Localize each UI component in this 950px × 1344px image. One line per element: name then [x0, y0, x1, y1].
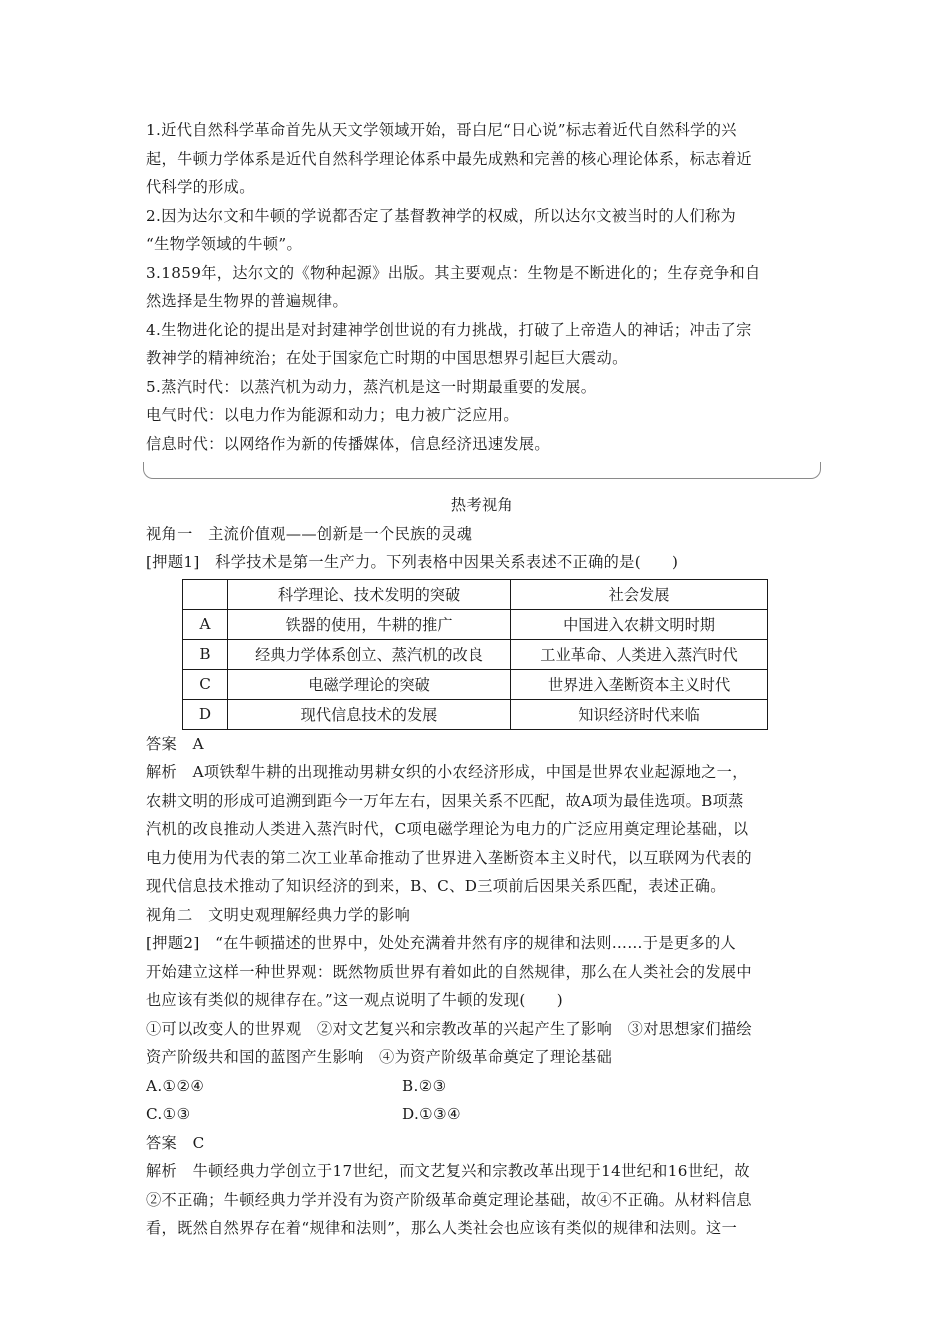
angle-two — [146, 901, 818, 1243]
summary-line: 电气时代：以电力作为能源和动力；电力被广泛应用。 — [146, 406, 519, 424]
question-one: [押题1] 科学技术是第一生产力。下列表格中因果关系表述不正确的是( ) — [146, 553, 679, 571]
table-cell-breakthrough: 铁器的使用，牛耕的推广 — [228, 609, 511, 639]
question-two-line: 开始建立这样一种世界观：既然物质世界有着如此的自然规律，那么在人类社会的发展中 — [146, 962, 752, 981]
question-two-line: [押题2] “在牛顿描述的世界中，处处充满着井然有序的规律和法则……于是更多的人 — [146, 934, 737, 952]
table-header-row — [183, 579, 768, 609]
table-row — [183, 669, 768, 699]
table-cell-breakthrough: 经典力学体系创立、蒸汽机的改良 — [228, 639, 511, 669]
table-cell-option: C — [183, 669, 228, 699]
table-cell-development: 工业革命、人类进入蒸汽时代 — [511, 639, 768, 669]
summary-line: 教神学的精神统治；在处于国家危亡时期的中国思想界引起巨大震动。 — [146, 349, 628, 367]
table-row — [183, 609, 768, 639]
table-cell-option: A — [183, 609, 228, 639]
analysis-line: 现代信息技术推动了知识经济的到来，B、C、D三项前后因果关系匹配，表述正确。 — [146, 877, 726, 895]
summary-line: 起，牛顿力学体系是近代自然科学理论体系中最先成熟和完善的核心理论体系，标志着近 — [146, 149, 752, 168]
table-cell-breakthrough: 现代信息技术的发展 — [228, 699, 511, 729]
analysis-line: 看，既然自然界存在着“规律和法则”，那么人类社会也应该有类似的规律和法则。这一 — [146, 1219, 738, 1237]
analysis-line: 解析 牛顿经典力学创立于17世纪，而文艺复兴和宗教改革出现于14世纪和16世纪，故 — [146, 1162, 750, 1180]
analysis-line: 电力使用为代表的第二次工业革命推动了世界进入垄断资本主义时代，以互联网为代表的 — [146, 848, 752, 867]
section-title: 热考视角 — [450, 496, 514, 514]
angle-one — [146, 520, 818, 901]
summary-line: 2.因为达尔文和牛顿的学说都否定了基督教神学的权威，所以达尔文被当时的人们称为 — [146, 206, 737, 225]
analysis-line: 解析 A项铁犁牛耕的出现推动男耕女织的小农经济形成，中国是世界农业起源地之一， — [146, 763, 748, 781]
table-cell-development: 知识经济时代来临 — [511, 699, 768, 729]
table-header-cell: 科学理论、技术发明的突破 — [228, 579, 511, 609]
table-header-cell: 社会发展 — [511, 579, 768, 609]
table-row — [183, 699, 768, 729]
summary-line: 5.蒸汽时代：以蒸汽机为动力，蒸汽机是这一时期最重要的发展。 — [146, 377, 597, 396]
options-row — [146, 1100, 818, 1129]
option-d: D.①③④ — [402, 1105, 462, 1123]
cause-effect-table — [182, 579, 768, 730]
summary-bracket-divider — [143, 462, 821, 479]
question-two-line: 也应该有类似的规律存在。”这一观点说明了牛顿的发现( ) — [146, 991, 564, 1009]
summary-line: 然选择是生物界的普遍规律。 — [146, 292, 348, 310]
summary-line: “生物学领域的牛顿”。 — [146, 235, 303, 253]
option-a: A.①②④ — [146, 1076, 205, 1095]
table-cell-option: B — [183, 639, 228, 669]
summary-line: 1.近代自然科学革命首先从天文学领域开始，哥白尼“日心说”标志着近代自然科学的兴 — [146, 121, 737, 139]
analysis-line: 汽机的改良推动人类进入蒸汽时代，C项电磁学理论为电力的广泛应用奠定理论基础，以 — [146, 820, 749, 838]
table-cell-development: 世界进入垄断资本主义时代 — [511, 669, 768, 699]
table-cell-option: D — [183, 699, 228, 729]
angle-one-heading: 视角一 主流价值观——创新是一个民族的灵魂 — [146, 524, 473, 543]
summary-block — [146, 116, 818, 458]
option-c: C.①③ — [146, 1105, 191, 1123]
table-header-cell — [183, 579, 228, 609]
answer-two: 答案 C — [146, 1133, 205, 1152]
summary-line: 3.1859年，达尔文的《物种起源》出版。其主要观点：生物是不断进化的；生存竞争和自 — [146, 263, 761, 282]
summary-line: 代科学的形成。 — [146, 178, 255, 196]
question-two-line: ①可以改变人的世界观 ②对文艺复兴和宗教改革的兴起产生了影响 ③对思想家们描绘 — [146, 1019, 752, 1038]
option-b: B.②③ — [402, 1076, 447, 1095]
question-two-line: 资产阶级共和国的蓝图产生影响 ④为资产阶级革命奠定了理论基础 — [146, 1048, 613, 1066]
table-cell-development: 中国进入农耕文明时期 — [511, 609, 768, 639]
angle-two-heading: 视角二 文明史观理解经典力学的影响 — [146, 905, 411, 924]
analysis-line: ②不正确；牛顿经典力学并没有为资产阶级革命奠定理论基础，故④不正确。从材料信息 — [146, 1190, 752, 1209]
analysis-line: 农耕文明的形成可追溯到距今一万年左右，因果关系不匹配，故A项为最佳选项。B项蒸 — [146, 791, 744, 810]
summary-line: 信息时代：以网络作为新的传播媒体，信息经济迅速发展。 — [146, 434, 550, 453]
summary-line: 4.生物进化论的提出是对封建神学创世说的有力挑战，打破了上帝造人的神话；冲击了宗 — [146, 320, 752, 339]
answer-one: 答案 A — [146, 734, 204, 753]
options-row — [146, 1072, 818, 1101]
page-content — [146, 116, 818, 1243]
table-row — [183, 639, 768, 669]
table-cell-breakthrough: 电磁学理论的突破 — [228, 669, 511, 699]
